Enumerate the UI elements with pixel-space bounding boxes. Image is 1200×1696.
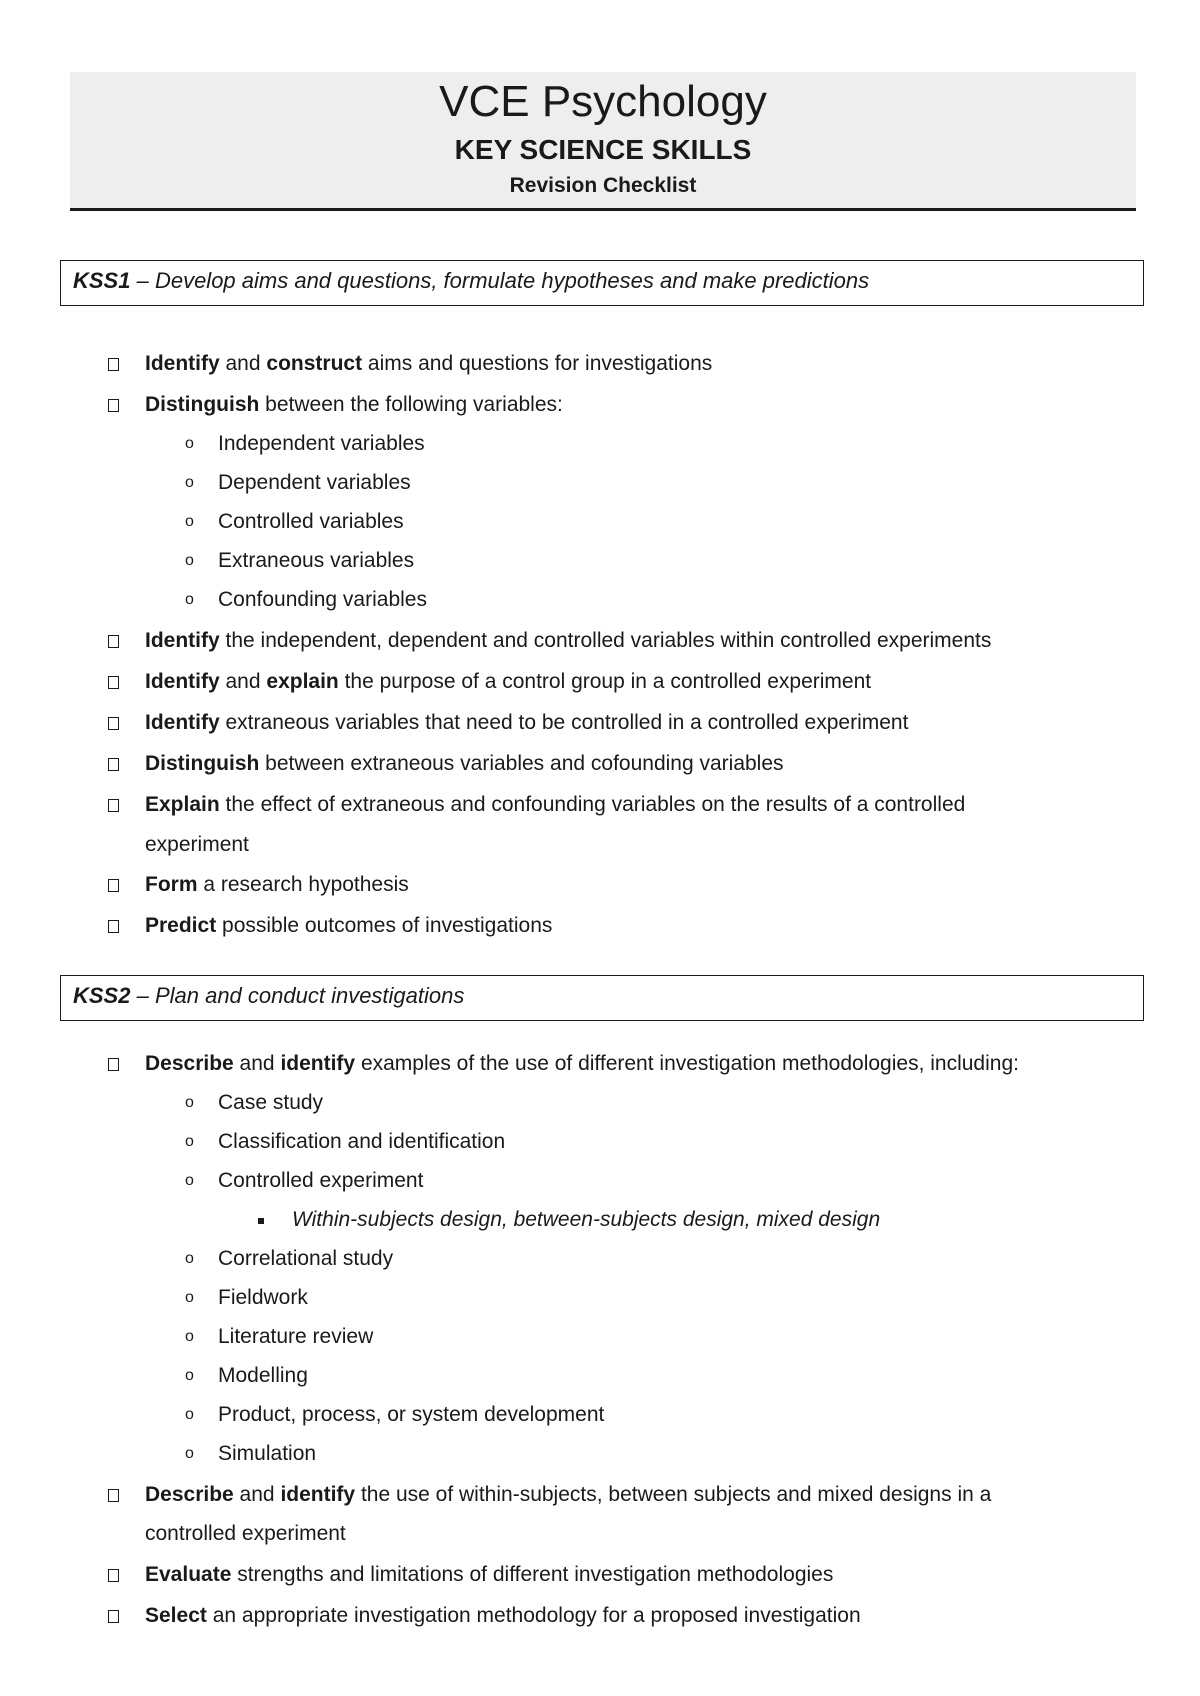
- checklist-item: Predict possible outcomes of investigations: [145, 914, 553, 937]
- document-subtitle: KEY SCIENCE SKILLS: [454, 134, 752, 165]
- sub-item: Controlled experiment: [218, 1169, 424, 1192]
- sub-item: Controlled variables: [218, 510, 404, 533]
- checklist-item: Evaluate strengths and limitations of different investigation methodologies: [145, 1563, 834, 1586]
- checklist-item: Describe and identify examples of the use of different investigation methodologies, including:: [145, 1052, 1019, 1075]
- checklist-item: Identify and construct aims and questions for investigations: [145, 352, 713, 375]
- checklist-item: Identify the independent, dependent and controlled variables within controlled experiments: [145, 629, 992, 652]
- sub-item: Literature review: [218, 1325, 374, 1348]
- square-bullet: [258, 1218, 264, 1224]
- sub-item: Correlational study: [218, 1247, 394, 1270]
- checklist-item: Explain the effect of extraneous and confounding variables on the results of a controlled: [145, 793, 966, 816]
- checklist-item-continuation: controlled experiment: [145, 1522, 346, 1545]
- circle-bullet: o: [185, 1289, 194, 1306]
- document-title: VCE Psychology: [439, 77, 767, 126]
- circle-bullet: o: [185, 552, 194, 569]
- checklist-item: Identify extraneous variables that need to be controlled in a controlled experiment: [145, 711, 909, 734]
- sub-item: Dependent variables: [218, 471, 411, 494]
- sub-item: Independent variables: [218, 432, 425, 455]
- checkbox[interactable]: [108, 717, 119, 730]
- sub-item: Classification and identification: [218, 1130, 506, 1153]
- circle-bullet: o: [185, 1367, 194, 1384]
- circle-bullet: o: [185, 591, 194, 608]
- checklist-item-continuation: experiment: [145, 833, 249, 856]
- section-header-kss1: [60, 260, 1144, 306]
- checkbox[interactable]: [108, 635, 119, 648]
- sub-item: Case study: [218, 1091, 324, 1114]
- checklist-item: Describe and identify the use of within-subjects, between subjects and mixed designs in a: [145, 1483, 992, 1506]
- checklist-item: Select an appropriate investigation methodology for a proposed investigation: [145, 1604, 861, 1627]
- section-code: KSS2: [73, 983, 131, 1008]
- circle-bullet: o: [185, 1328, 194, 1345]
- circle-bullet: o: [185, 1445, 194, 1462]
- circle-bullet: o: [185, 1250, 194, 1267]
- checkbox[interactable]: [108, 879, 119, 892]
- checkbox[interactable]: [108, 1610, 119, 1623]
- checkbox[interactable]: [108, 1489, 119, 1502]
- document-header: [70, 72, 1136, 211]
- circle-bullet: o: [185, 1133, 194, 1150]
- circle-bullet: o: [185, 1406, 194, 1423]
- checklist-item: Identify and explain the purpose of a control group in a controlled experiment: [145, 670, 872, 693]
- sub-item: Confounding variables: [218, 588, 427, 611]
- circle-bullet: o: [185, 474, 194, 491]
- sub-item: Product, process, or system development: [218, 1403, 605, 1426]
- sub-item: Simulation: [218, 1442, 317, 1465]
- circle-bullet: o: [185, 1094, 194, 1111]
- circle-bullet: o: [185, 513, 194, 530]
- section-header-kss2: [60, 975, 1144, 1021]
- sub-item: Modelling: [218, 1364, 308, 1387]
- checklist-item: Distinguish between extraneous variables and cofounding variables: [145, 752, 784, 775]
- sub-sub-item: Within-subjects design, between-subjects design, mixed design: [292, 1208, 881, 1231]
- checkbox[interactable]: [108, 799, 119, 812]
- checklist-item: Distinguish between the following variables:: [145, 393, 563, 416]
- checkbox[interactable]: [108, 920, 119, 933]
- checkbox[interactable]: [108, 1058, 119, 1071]
- circle-bullet: o: [185, 1172, 194, 1189]
- checkbox[interactable]: [108, 1569, 119, 1582]
- circle-bullet: o: [185, 435, 194, 452]
- section-heading: – Develop aims and questions, formulate hypotheses and make predictions: [130, 268, 870, 293]
- checkbox[interactable]: [108, 399, 119, 412]
- sub-item: Extraneous variables: [218, 549, 415, 572]
- checkbox[interactable]: [108, 358, 119, 371]
- document-subtitle-checklist: Revision Checklist: [509, 174, 697, 197]
- checkbox[interactable]: [108, 758, 119, 771]
- section-heading: – Plan and conduct investigations: [130, 983, 465, 1008]
- section-code: KSS1: [73, 268, 131, 293]
- checkbox[interactable]: [108, 676, 119, 689]
- checklist-item: Form a research hypothesis: [145, 873, 409, 896]
- sub-item: Fieldwork: [218, 1286, 308, 1309]
